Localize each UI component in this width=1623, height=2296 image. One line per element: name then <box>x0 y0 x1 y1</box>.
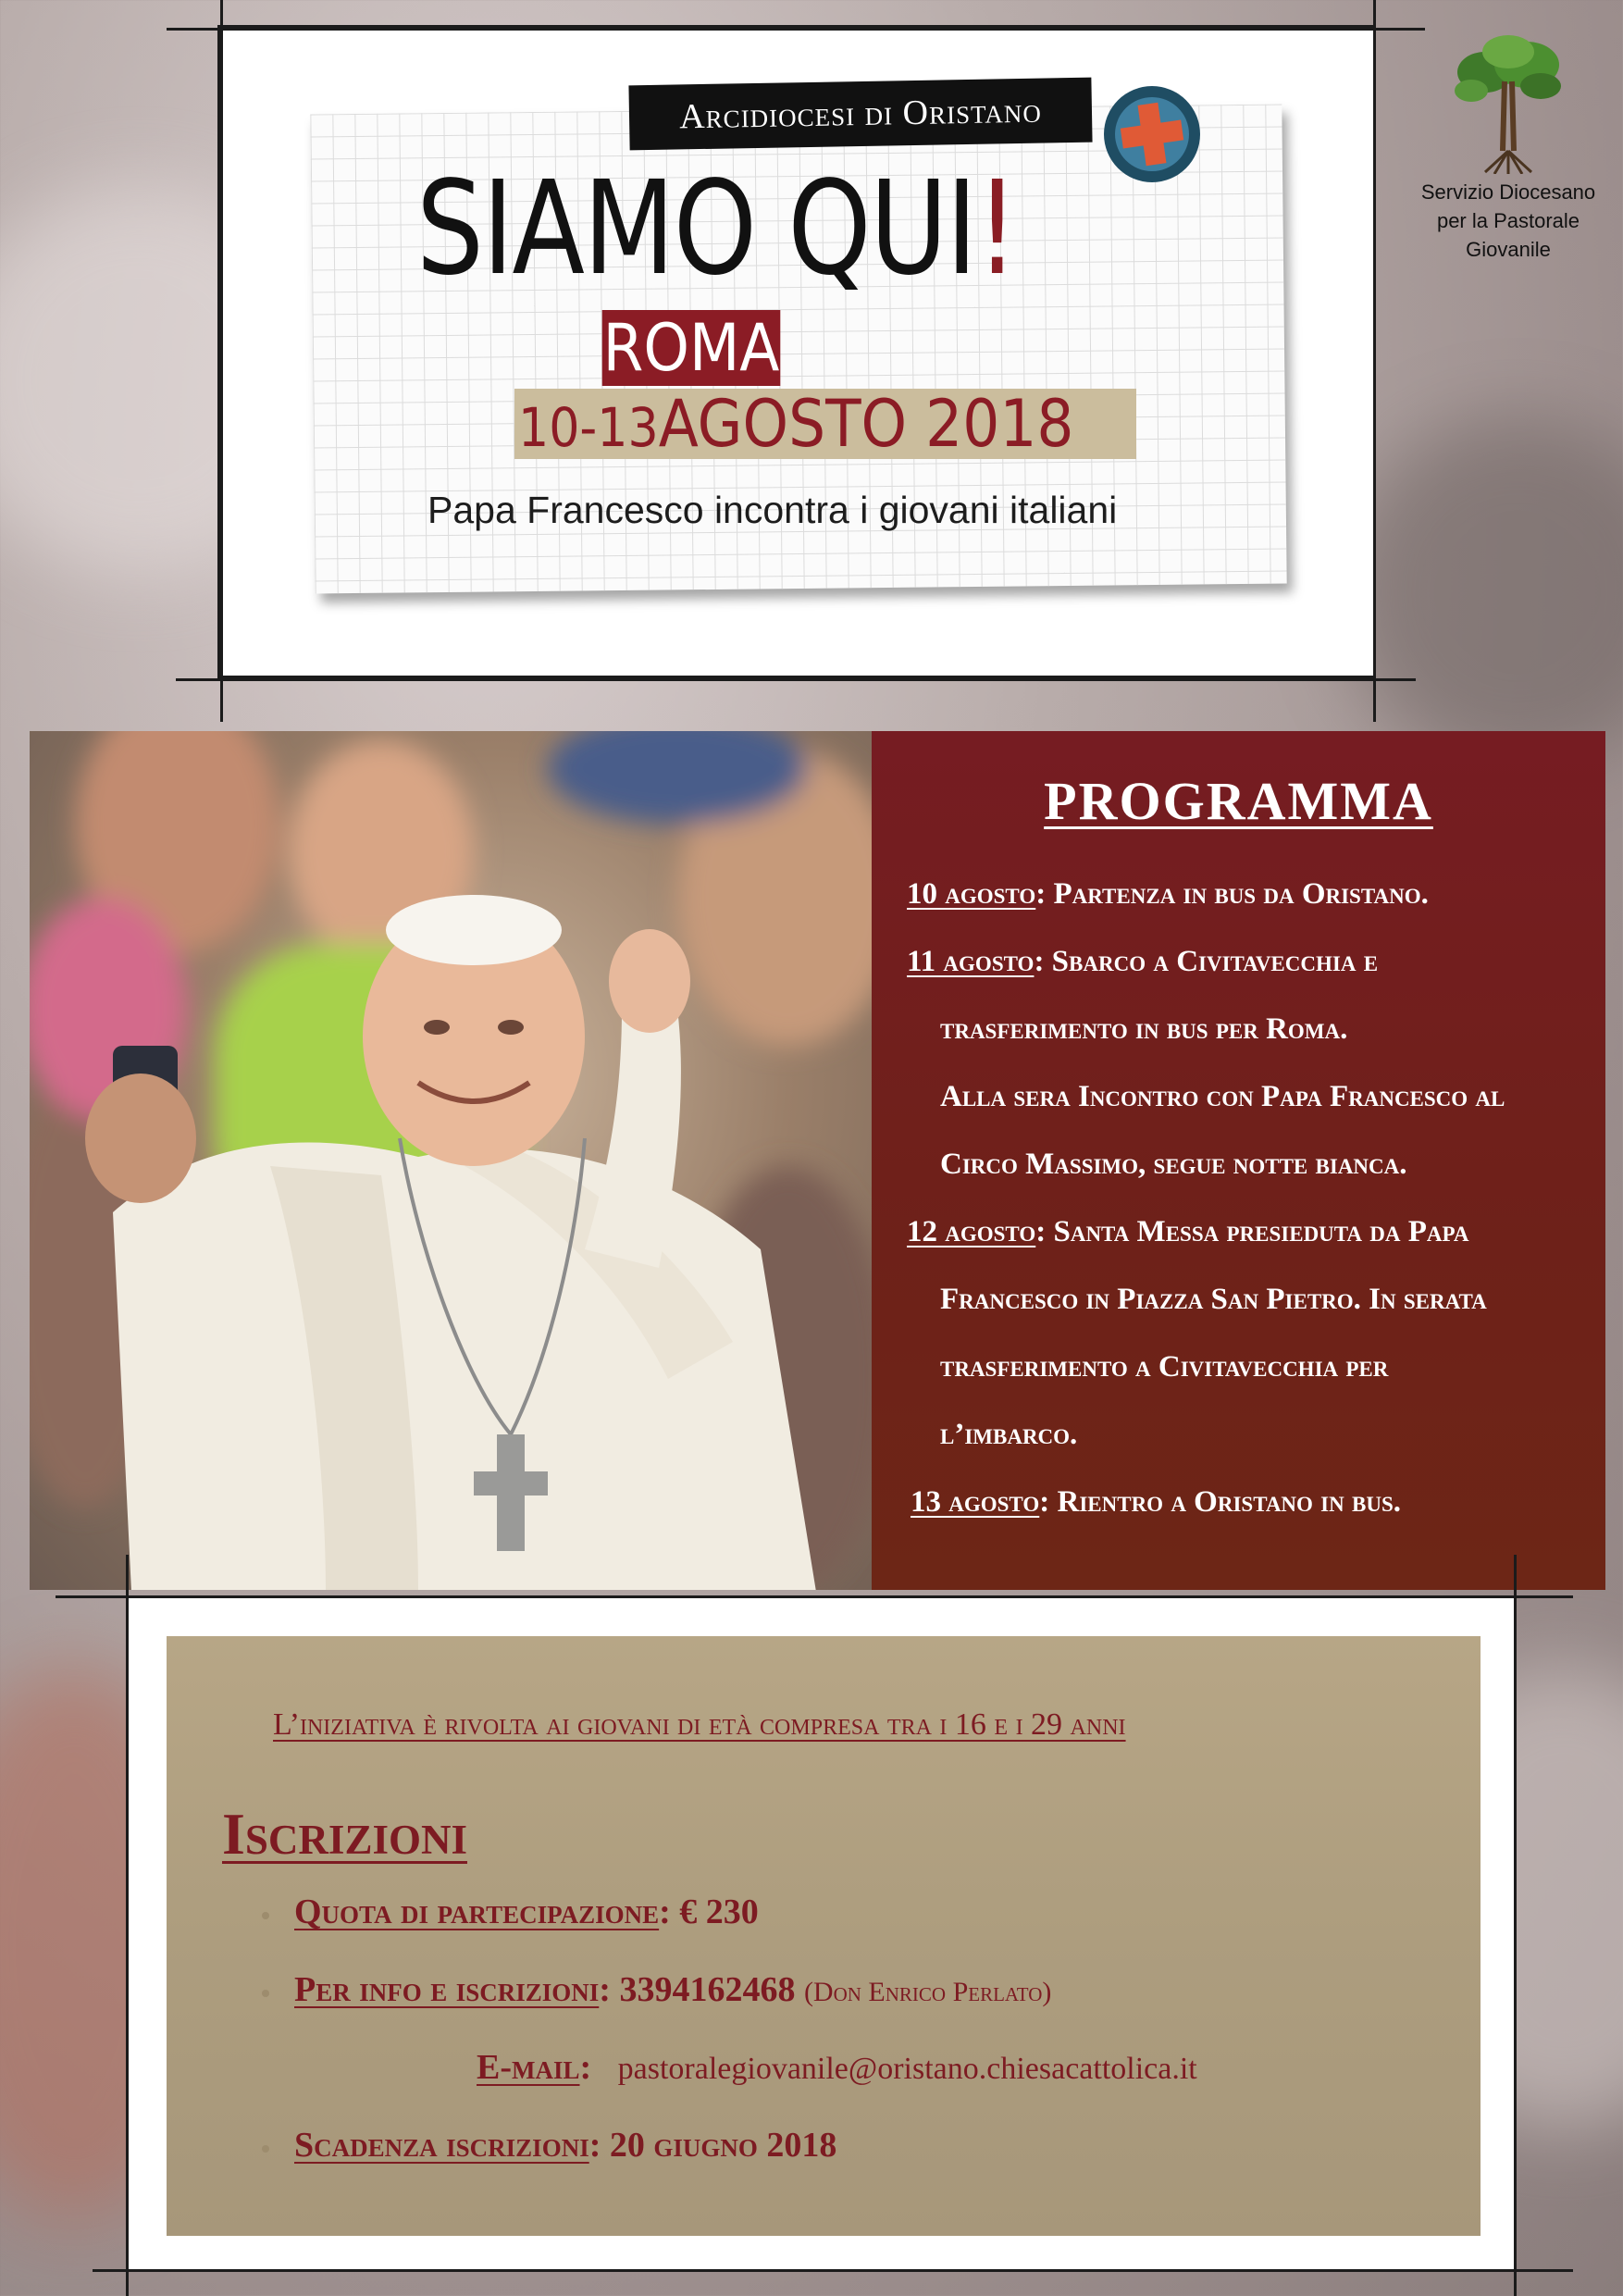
program-item <box>907 879 1429 910</box>
service-caption <box>1388 178 1623 264</box>
background-blur <box>1342 416 1623 768</box>
tree-logo-icon <box>1443 26 1573 174</box>
program-panel <box>872 731 1605 1590</box>
fee-value: € 230 <box>679 1893 759 1931</box>
program-title: PROGRAMMA <box>1044 771 1433 831</box>
info-contact: (Don Enrico Perlato) <box>803 1977 1052 2007</box>
program-day: 11 agosto <box>907 945 1035 978</box>
program-text: Alla sera Incontro con Papa Francesco al <box>940 1080 1505 1113</box>
email-link[interactable]: pastoralegiovanile@oristano.chiesacattolica.it <box>617 2052 1197 2086</box>
fee-label: Quota di partecipazione <box>294 1893 660 1931</box>
program-text: l’imbarco. <box>940 1418 1078 1451</box>
service-line: Giovanile <box>1466 238 1551 261</box>
frame-line <box>126 1555 129 2296</box>
program-item <box>940 1149 1407 1180</box>
service-line: per la Pastorale <box>1436 209 1580 232</box>
program-text: trasferimento a Civitavecchia per <box>940 1350 1389 1384</box>
frame-line <box>56 1595 1573 1598</box>
frame-line <box>220 0 223 722</box>
registration-title: Iscrizioni <box>222 1801 467 1867</box>
event-subtitle: Papa Francesco incontra i giovani italiani <box>427 489 1118 531</box>
fee-line: Quota di partecipazione: € 230 <box>294 1893 759 1931</box>
program-item <box>907 1217 1468 1247</box>
event-dates <box>518 386 1074 462</box>
frame-line <box>93 2269 1573 2272</box>
pope-photo <box>30 731 872 1590</box>
program-day: 13 agosto <box>911 1485 1040 1519</box>
info-phone: 3394162468 <box>619 1970 796 2009</box>
service-line: Servizio Diocesano <box>1420 180 1596 204</box>
program-item <box>940 1420 1077 1450</box>
frame-line <box>167 28 1425 31</box>
program-text: Francesco in Piazza San Pietro. In serata <box>940 1283 1487 1316</box>
frame-line <box>1514 1555 1517 2296</box>
bullet-icon <box>262 1912 269 1919</box>
program-text: : Sbarco a Civitavecchia e <box>1034 945 1379 978</box>
email-line: E-mail: pastoralegiovanile@oristano.chiesacattolica.it <box>477 2048 1197 2087</box>
bullet-icon <box>262 2145 269 2153</box>
bullet-icon <box>262 1990 269 1997</box>
info-label: Per info e iscrizioni <box>294 1970 600 2009</box>
frame-line <box>176 678 1416 681</box>
organization-banner: Arcidiocesi di Oristano <box>628 78 1092 151</box>
pope-photo-illustration <box>30 731 872 1590</box>
frame-line <box>1373 0 1376 722</box>
info-line: Per info e iscrizioni: 3394162468 (Don Enrico Perlato) <box>294 1970 1052 2009</box>
event-title <box>416 154 1018 304</box>
program-text: : Rientro a Oristano in bus. <box>1039 1485 1401 1519</box>
target-note: L’iniziativa è rivolta ai giovani di età compresa tra i 16 e i 29 anni <box>273 1707 1126 1742</box>
program-text: trasferimento in bus per Roma. <box>940 1012 1348 1046</box>
program-item <box>940 1285 1487 1315</box>
deadline-line: Scadenza iscrizioni: 20 giugno 2018 <box>294 2126 837 2165</box>
cross-logo-icon <box>1101 83 1203 185</box>
email-label: E-mail <box>477 2048 580 2087</box>
program-text: : Partenza in bus da Oristano. <box>1035 877 1429 911</box>
event-title-text: SIAMO QUI <box>416 154 976 304</box>
city-label: ROMA <box>602 310 780 386</box>
program-text: Circo Massimo, segue notte bianca. <box>940 1148 1407 1181</box>
program-item <box>911 1487 1401 1518</box>
program-item <box>940 1082 1505 1112</box>
event-title-mark: ! <box>975 154 1018 304</box>
program-item <box>940 1352 1388 1383</box>
event-month-year: AGOSTO 2018 <box>658 386 1074 462</box>
event-days: 10-13 <box>518 396 659 459</box>
program-item <box>940 1014 1347 1045</box>
program-day: 12 agosto <box>907 1215 1036 1248</box>
program-text: : Santa Messa presieduta da Papa <box>1035 1215 1469 1248</box>
deadline-label: Scadenza iscrizioni <box>294 2126 589 2165</box>
program-day: 10 agosto <box>907 877 1036 911</box>
deadline-value: 20 giugno 2018 <box>609 2126 837 2165</box>
program-item <box>907 947 1378 977</box>
